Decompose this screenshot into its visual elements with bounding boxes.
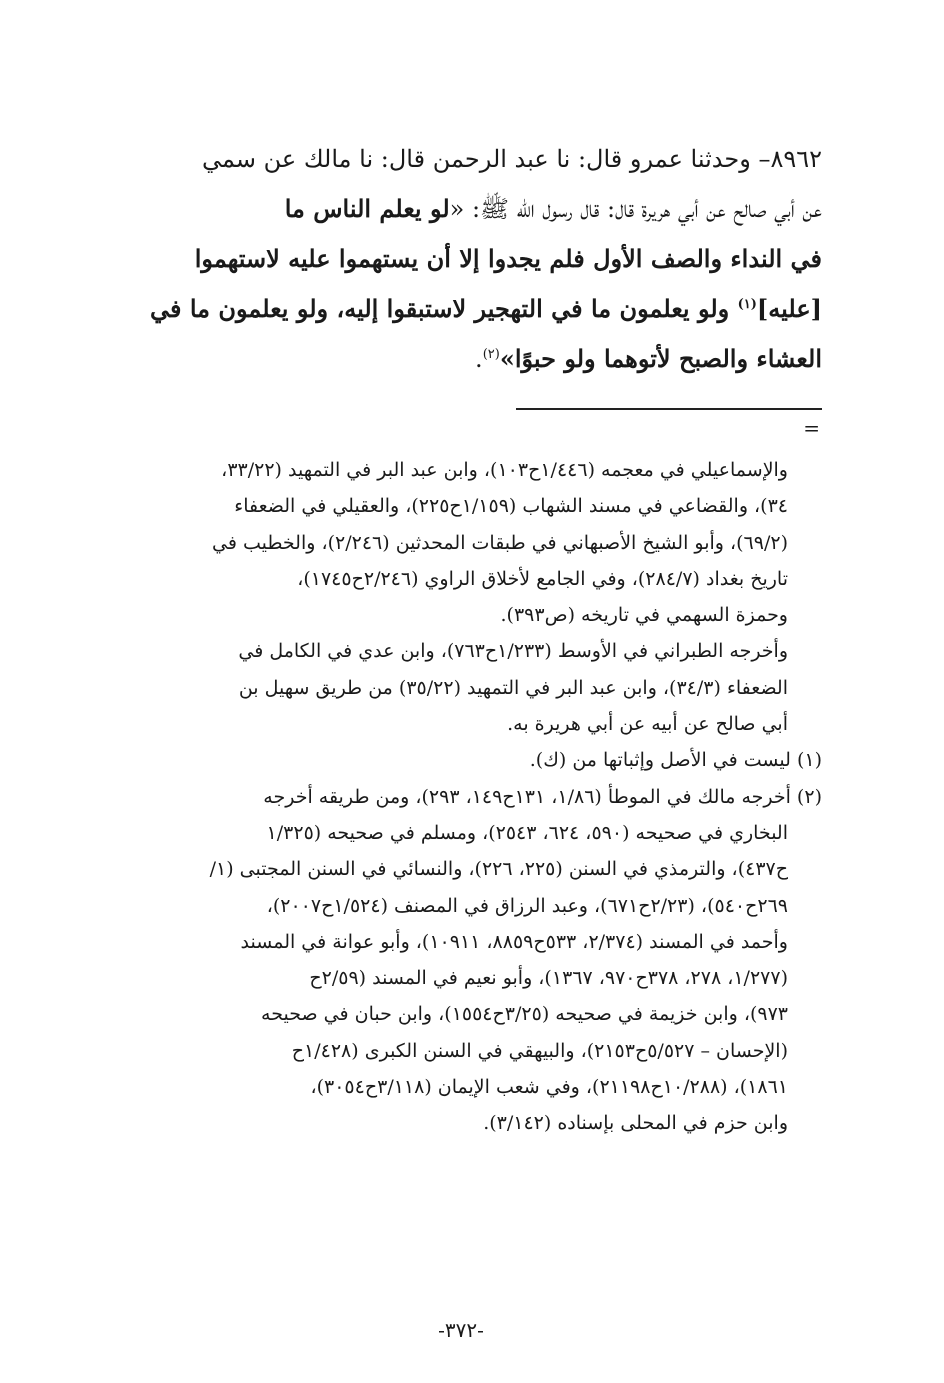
footnote-line: وأخرجه الطبراني في الأوسط (١/٢٣٣ح٧٦٣)، وابن عدي في الكامل في: [238, 640, 788, 663]
footnote-line: (الإحسان – ٥/٥٢٧ح٢١٥٣)، والبيهقي في السنن الكبرى (١/٤٢٨ح: [291, 1039, 788, 1062]
footnote-line: الضعفاء (٣٤/٣)، وابن عبد البر في التمهيد (٣٥/٢٢) من طريق سهيل بن: [238, 676, 788, 699]
hadith-end-period: .: [475, 345, 483, 373]
footnote-line: أبي صالح عن أبيه عن أبي هريرة به.: [507, 713, 788, 736]
hadith-line-5: [100, 334, 822, 384]
hadith-text: [100, 134, 822, 384]
footnote-2: (٢) أخرجه مالك في الموطأ (١/٨٦، ١٣١ح١٤٩، ٢٩٣)، ومن طريقه أخرجه: [263, 785, 822, 808]
book-page: [100, 0, 822, 1383]
footnote-ref-2[interactable]: (٢): [482, 347, 500, 362]
hadith-line-2-bold: لو يعلم الناس ما: [284, 194, 450, 223]
hadith-line-1: ٨٩٦٢– وحدثنا عمرو قال: نا عبد الرحمن قال: نا مالك عن سمي: [201, 145, 822, 173]
hadith-line-2-plain: عن أبي صالح عن أبي هريرة قال: قال رسول الله ﷺ: «: [449, 195, 822, 223]
bracketed-word: [عليه]: [756, 294, 822, 323]
hadith-line-4-rest: ولو يعلمون ما في التهجير لاستبقوا إليه، ولو يعلمون ما في: [150, 294, 738, 323]
page-number: -٣٧٢-: [438, 1318, 484, 1342]
footnote-ref-1[interactable]: (١): [737, 297, 757, 312]
footnote-line: تاريخ بغداد (٢٨٤/٧)، وفي الجامع لأخلاق الراوي (٢/٢٤٦ح١٧٤٥)،: [297, 567, 788, 590]
footnote-line: البخاري في صحيحه (٥٩٠، ٦٢٤، ٢٥٤٣)، ومسلم في صحيحه (١/٣٢٥: [266, 821, 788, 844]
footnote-line: (٦٩/٢)، وأبو الشيخ الأصبهاني في طبقات المحدثين (٢/٢٤٦)، والخطيب في: [211, 531, 788, 554]
footnote-line: ٩٧٣)، وابن خزيمة في صحيحه (٣/٢٥ح١٥٥٤)، وابن حبان في صحيحه: [261, 1003, 788, 1026]
continuation-mark: =: [803, 416, 820, 440]
footnote-line: ٣٤)، والقضاعي في مسند الشهاب (١/١٥٩ح٢٢٥)، والعقيلي في الضعفاء: [234, 495, 788, 518]
footnote-line: ح٤٣٧)، والترمذي في السنن (٢٢٥، ٢٢٦)، والنسائي في السنن المجتبى (١/: [209, 858, 788, 881]
hadith-line-5-bold: العشاء والصبح لأتوهما ولو حبوًا»: [499, 344, 822, 373]
hadith-line-3: في النداء والصف الأول فلم يجدوا إلا أن يستهموا عليه لاستهموا: [194, 244, 822, 273]
footnote-1: (١) ليست في الأصل وإثباتها من (ك).: [529, 749, 822, 772]
footnote-line: ٢٦٩ح٥٤٠)، (٢/٢٣ح٦٧١)، وعبد الرزاق في المصنف (١/٥٢٤ح٢٠٠٧)،: [266, 894, 788, 917]
footnotes: [100, 452, 822, 1142]
footnote-line: والإسماعيلي في معجمه (١/٤٤٦ح١٠٣)، وابن عبد البر في التمهيد (٣٣/٢٢،: [221, 459, 788, 481]
footnote-line: وحمزة السهمي في تاريخه (ص٣٩٣).: [500, 604, 788, 627]
footnote-line: وأحمد في المسند (٢/٣٧٤، ٥٣٣ح٨٨٥٩، ١٠٩١١)، وأبو عوانة في المسند: [240, 930, 788, 953]
hadith-line-2: [100, 184, 822, 234]
footnote-line: ١٨٦١)، (١٠/٢٨٨ح٢١١٩٨)، وفي شعب الإيمان (٣/١١٨ح٣٠٥٤)،: [310, 1076, 788, 1099]
footnote-separator: [516, 408, 822, 410]
footnote-line: (١/٢٧٧، ٢٧٨، ٣٧٨ح٩٧٠، ١٣٦٧)، وأبو نعيم في المسند (٢/٥٩ح: [309, 967, 788, 990]
hadith-line-4: [100, 284, 822, 334]
footnote-line: وابن حزم في المحلى بإسناده (٣/١٤٢).: [483, 1112, 788, 1135]
